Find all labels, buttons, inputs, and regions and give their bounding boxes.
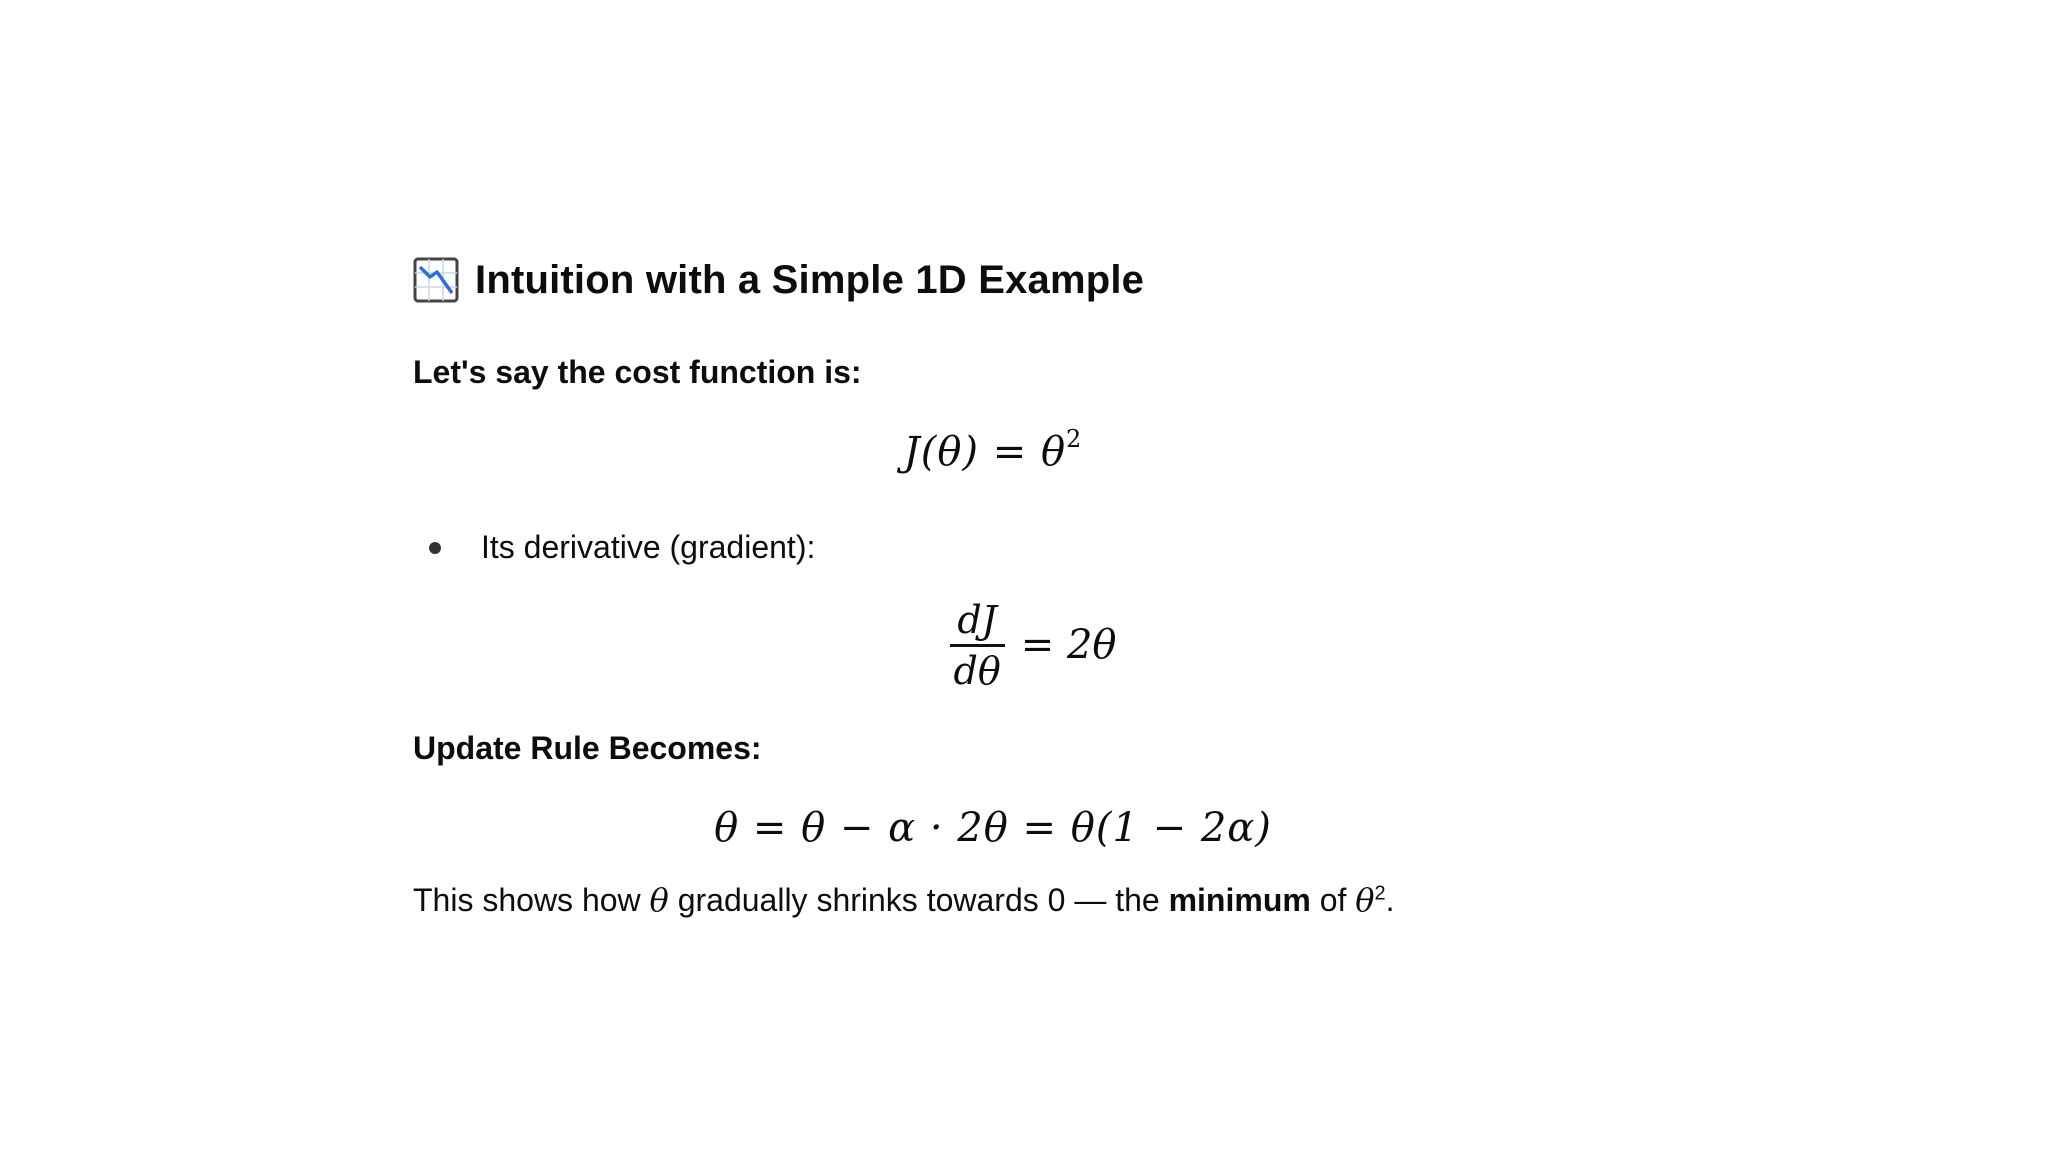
fraction-numerator: dJ — [957, 597, 997, 642]
conclusion-middle: gradually shrinks towards 0 — the — [668, 882, 1169, 918]
cost-lhs: J(θ) — [903, 429, 979, 475]
document-content — [413, 240, 1573, 951]
derivative-equation — [413, 590, 1573, 700]
cost-rhs-exponent: 2 — [1066, 425, 1083, 453]
conclusion-theta-squared: θ — [1355, 881, 1375, 919]
conclusion-before: This shows how — [413, 882, 650, 918]
cost-equals: = — [992, 429, 1028, 475]
conclusion-text — [413, 881, 1573, 919]
derivative-fraction — [950, 596, 1005, 695]
fraction-denominator: dθ — [953, 648, 1001, 693]
conclusion-bold: minimum — [1168, 882, 1311, 918]
update-rule-equation: θ = θ − α · 2θ = θ(1 − 2α) — [714, 805, 1272, 851]
update-rule-heading: Update Rule Becomes: — [413, 730, 762, 766]
conclusion-after: of — [1310, 882, 1356, 918]
bullet-text: Its derivative (gradient): — [481, 529, 816, 565]
cost-function-equation — [413, 425, 1573, 485]
bullet-icon — [429, 542, 441, 554]
section-heading — [413, 250, 1573, 310]
conclusion-theta: θ — [649, 881, 669, 919]
cost-rhs-base: θ — [1040, 429, 1067, 475]
conclusion-exponent: 2 — [1374, 882, 1386, 905]
derivative-rhs: = 2θ — [1020, 622, 1117, 668]
conclusion-end: . — [1385, 882, 1395, 918]
section-title: Intuition with a Simple 1D Example — [475, 257, 1145, 302]
intro-text: Let's say the cost function is: — [413, 354, 862, 390]
list-item — [413, 529, 1573, 566]
chart-decreasing-icon — [413, 257, 459, 303]
